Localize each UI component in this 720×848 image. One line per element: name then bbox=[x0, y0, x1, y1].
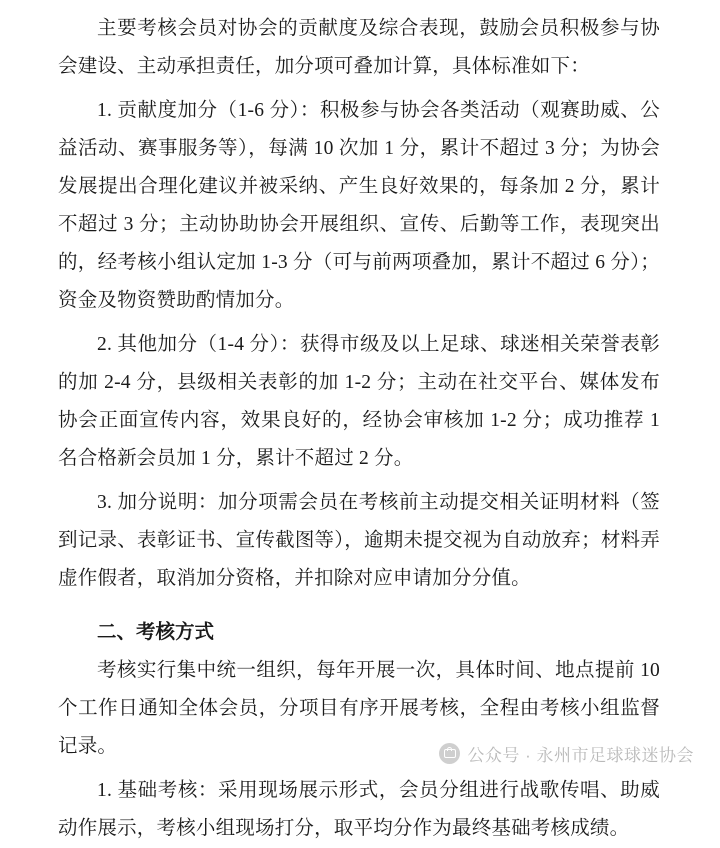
paragraph-section-intro: 考核实行集中统一组织，每年开展一次，具体时间、地点提前 10 个工作日通知全体会员，分项目有序开展考核，全程由考核小组监督记录。 bbox=[58, 660, 660, 757]
paragraph-item-2: 2. 其他加分（1-4 分）：获得市级及以上足球、球迷相关荣誉表彰的加 2-4 分，县级相关表彰的加 1-2 分；主动在社交平台、媒体发布协会正面宣传内容，效果良好的，经协会审核加 1-2 分；成功推荐 1 名合格新会员加 1 分，累计不超过 2 分。 bbox=[58, 334, 660, 469]
section-heading: 二、考核方式 bbox=[97, 622, 215, 643]
watermark bbox=[439, 741, 694, 766]
section-spacer bbox=[58, 598, 660, 614]
paragraph-section-item-1: 1. 基础考核：采用现场展示形式，会员分组进行战歌传唱、助威动作展示，考核小组现场打分，取平均分作为最终基础考核成绩。 bbox=[58, 780, 660, 839]
watermark-text: 公众号 · 永州市足球球迷协会 bbox=[467, 746, 694, 765]
paragraph-item-3: 3. 加分说明：加分项需会员在考核前主动提交相关证明材料（签到记录、表彰证书、宣传截图等），逾期未提交视为自动放弃；材料弄虚作假者，取消加分资格，并扣除对应申请加分分值。 bbox=[58, 492, 660, 589]
paragraph-item-1: 1. 贡献度加分（1-6 分）：积极参与协会各类活动（观赛助威、公益活动、赛事服务等），每满 10 次加 1 分，累计不超过 3 分；为协会发展提出合理化建议并被采纳、产生良好效果的，每条加 2 分，累计不超过 3 分；主动协助协会开展组织、宣传、后勤等工作，表现突出的，经考核小组认定加 1-3 分（可与前两项叠加，累计不超过 6 分）；资金及物资赞助酌情加分。 bbox=[58, 100, 660, 311]
paragraph-intro: 主要考核会员对协会的贡献度及综合表现，鼓励会员积极参与协会建设、主动承担责任，加分项可叠加计算，具体标准如下： bbox=[58, 18, 660, 77]
account-icon bbox=[439, 743, 460, 764]
